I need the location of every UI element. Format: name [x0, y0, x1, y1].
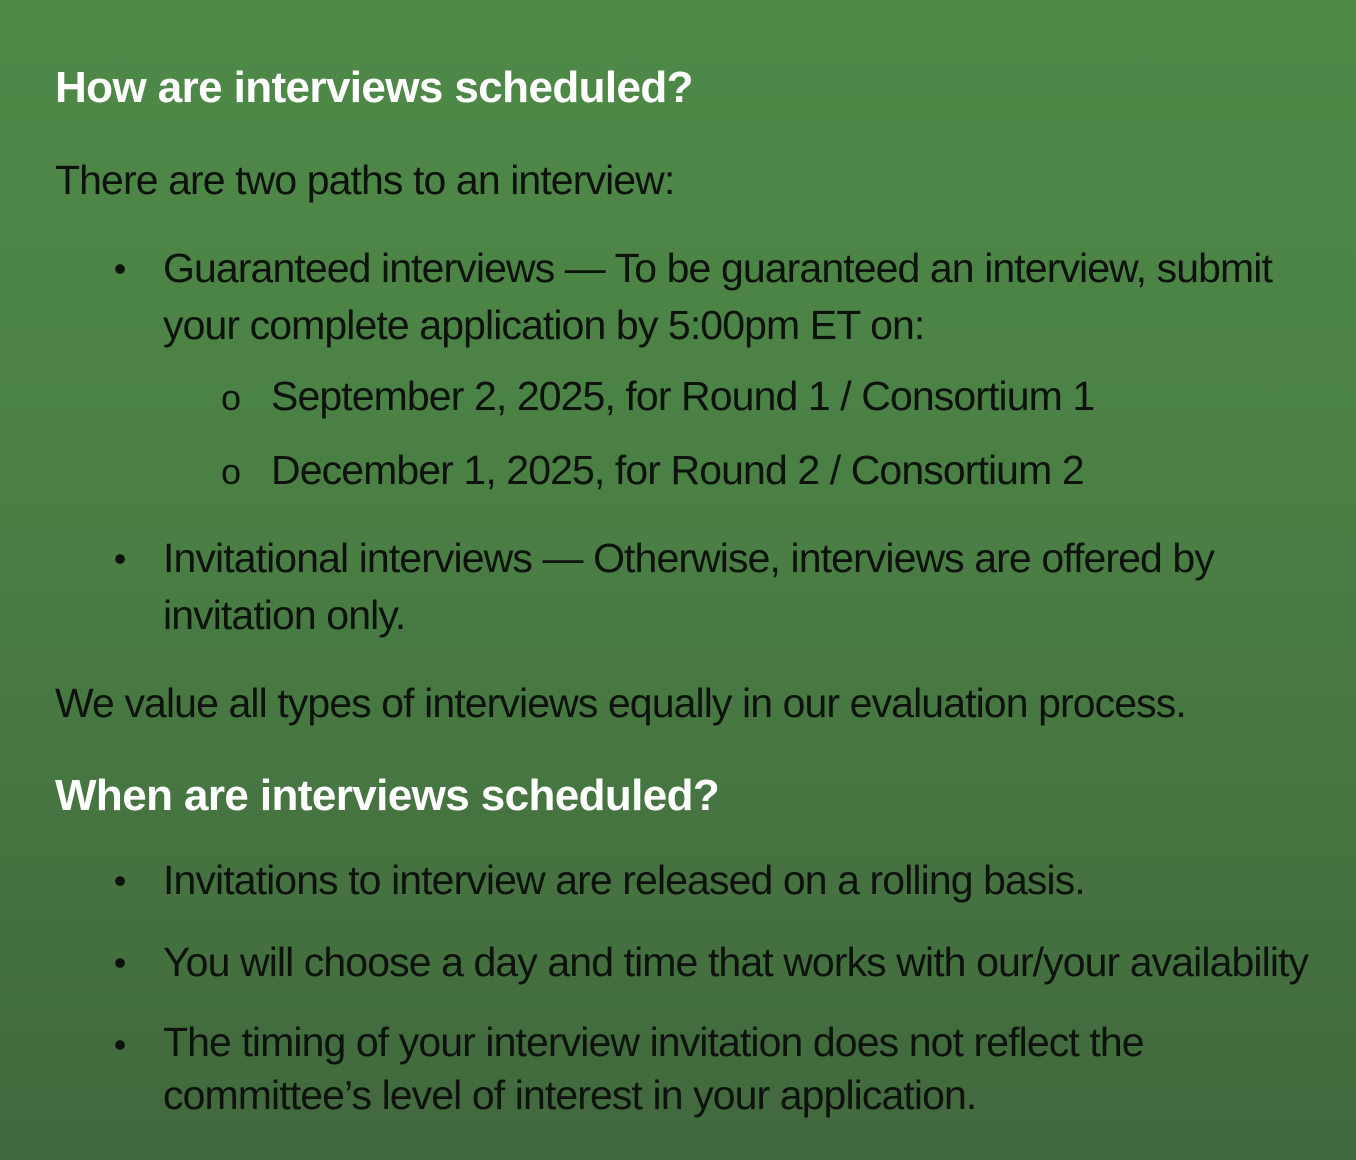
list-item-text: The timing of your interview invitation does not reflect the committee’s level of interest in your application.: [163, 1019, 1144, 1118]
sub-list-item-text: December 1, 2025, for Round 2 / Consortium 2: [271, 447, 1084, 493]
list-item-guaranteed: [105, 240, 1335, 354]
list-item-text: Invitations to interview are released on a rolling basis.: [163, 857, 1085, 903]
list-item-text: Guaranteed interviews — To be guaranteed an interview, submit your complete application by 5:00pm ET on:: [163, 245, 1272, 348]
list-item-timing: [105, 1016, 1335, 1130]
list-item-invitational: [105, 530, 1335, 644]
bullet-icon: •: [113, 942, 127, 983]
bullet-icon: •: [113, 248, 127, 289]
list-item-text: You will choose a day and time that works with our/your availability: [163, 939, 1309, 985]
circle-bullet-icon: o: [220, 377, 242, 418]
list-item-choose-time: [105, 934, 1335, 991]
section1-heading: How are interviews scheduled?: [55, 63, 693, 112]
list-item-rolling: [105, 852, 1335, 909]
bullet-icon: •: [113, 1024, 127, 1065]
section1-closing: We value all types of interviews equally in our evaluation process.: [55, 680, 1186, 726]
circle-bullet-icon: o: [220, 451, 242, 492]
sub-list-item-round2: [214, 445, 1314, 495]
sub-list-item-text: September 2, 2025, for Round 1 / Consortium 1: [271, 373, 1095, 419]
sub-list-item-round1: [214, 371, 1314, 421]
section2-heading: When are interviews scheduled?: [55, 771, 720, 820]
list-item-text: Invitational interviews — Otherwise, interviews are offered by invitation only.: [163, 535, 1214, 638]
bullet-icon: •: [113, 860, 127, 901]
section1-intro: There are two paths to an interview:: [55, 157, 675, 203]
bullet-icon: •: [113, 538, 127, 579]
